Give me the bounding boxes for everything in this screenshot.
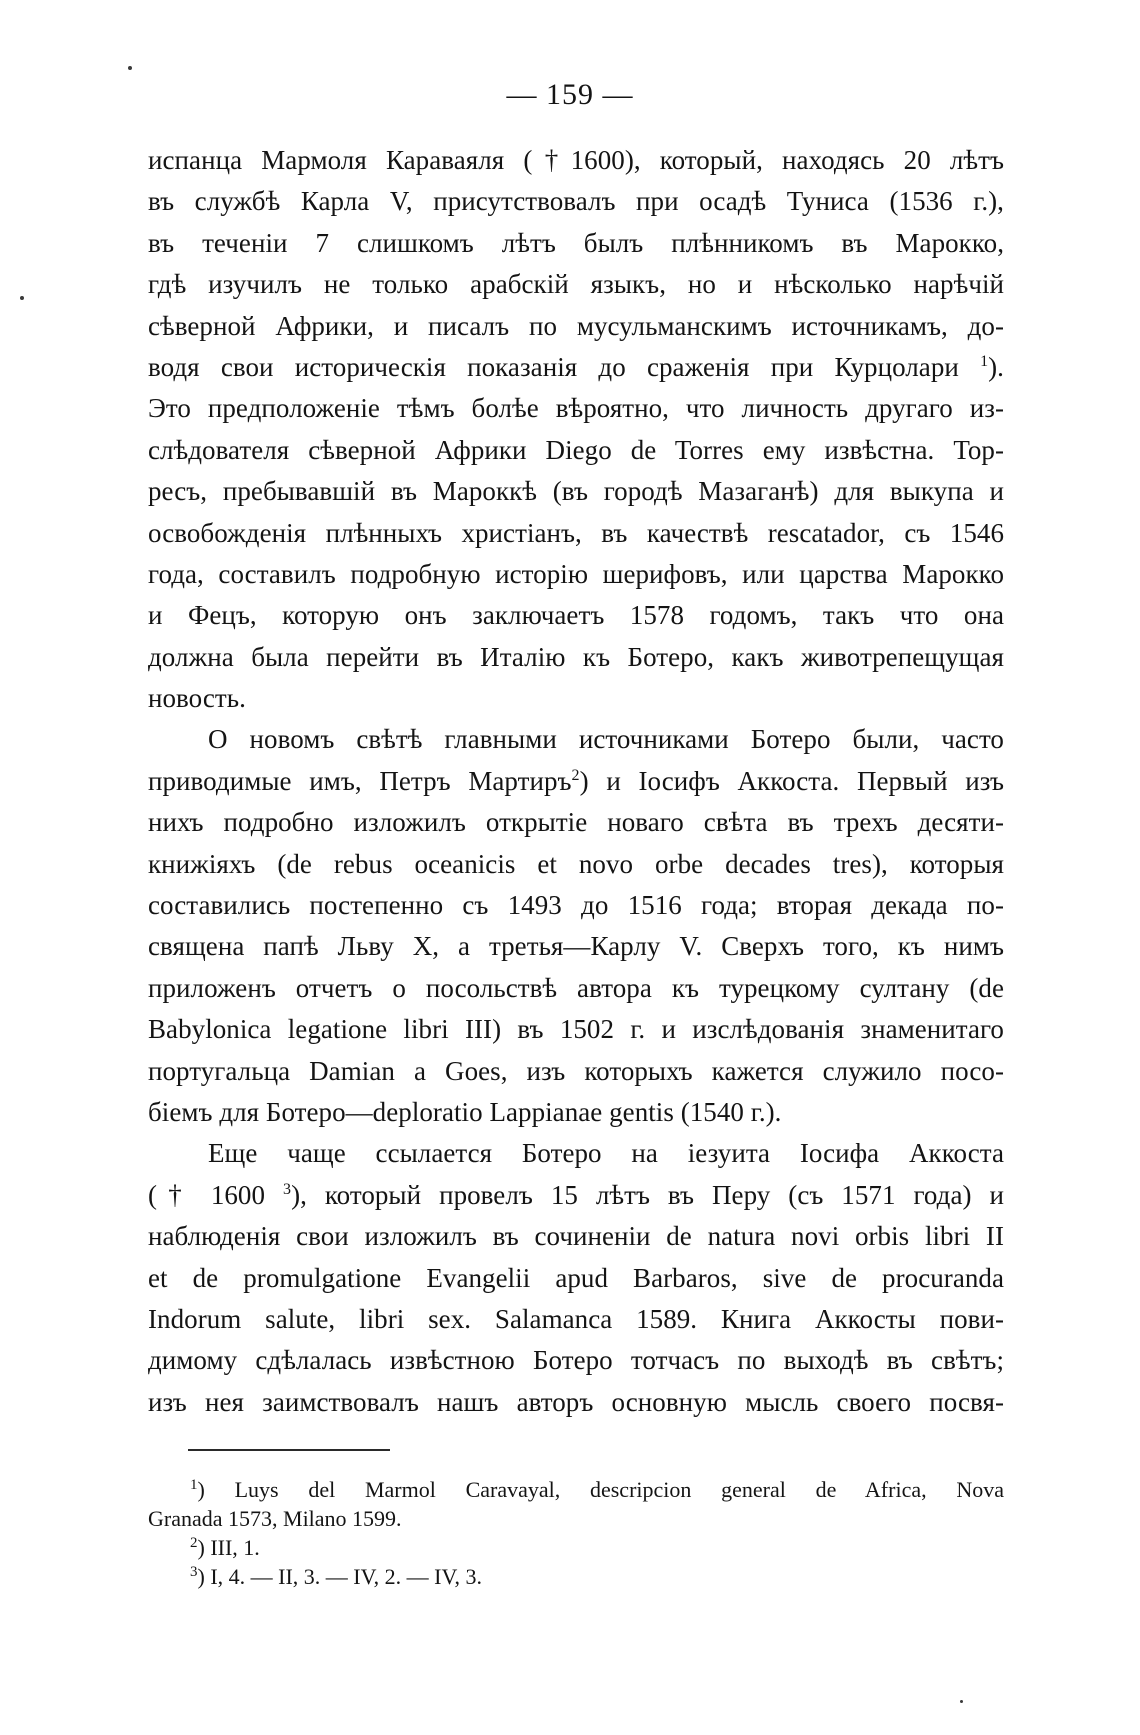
scan-speck: [128, 66, 132, 70]
body-text: [148, 140, 1004, 1423]
text-line: гдѣ изучилъ не только арабскій языкъ, но и нѣсколько нарѣчій: [148, 269, 1004, 300]
paragraph-1: [148, 140, 1004, 719]
text-line: года, составилъ подробную исторію шерифовъ, или царства Марокко: [148, 558, 1004, 589]
text-line: и Фецъ, которую онъ заключаетъ 1578 годомъ, такъ что она: [148, 600, 1004, 631]
text-line: et de promulgatione Evangelii apud Barbaros, sive de procuranda: [148, 1262, 1004, 1293]
paragraph-3: [148, 1133, 1004, 1423]
text-line: сѣверной Африки, и писалъ по мусульманскимъ источникамъ, до-: [148, 310, 1004, 341]
text-line: Это предположеніе тѣмъ болѣе вѣроятно, что личность другаго из-: [148, 393, 1004, 424]
footnote-mark: 3: [190, 1564, 198, 1581]
footnote-1-continued: Granada 1573, Milano 1599.: [148, 1506, 402, 1532]
footnotes: [148, 1475, 1004, 1591]
footnote-ref-3: 3: [283, 1180, 292, 1198]
text-line: [148, 347, 1004, 388]
text-line: новость.: [148, 683, 246, 714]
text-line: Babylonica legatione libri III) въ 1502 г. и изслѣдованія знаменитаго: [148, 1014, 1004, 1045]
text-segment: († 1600: [148, 1179, 266, 1210]
text-line: должна была перейти въ Италію къ Ботеро, какъ животрепещущая: [148, 641, 1004, 672]
text-line: нихъ подробно изложилъ открытіе новаго свѣта въ трехъ десяти-: [148, 807, 1004, 838]
text-line: португальца Damian a Goes, изъ которыхъ кажется служило посо-: [148, 1055, 1004, 1086]
footnote-mark: 1: [190, 1477, 198, 1494]
text-line: Indorum salute, libri sex. Salamanca 1589. Книга Аккосты пови-: [148, 1303, 1004, 1334]
scan-speck: [960, 1700, 963, 1703]
text-line: священа папѣ Льву X, а третья—Карлу V. Сверхъ того, къ нимъ: [148, 931, 1004, 962]
page-number: — 159 —: [506, 78, 634, 111]
footnote-text: ) I, 4. — II, 3. — IV, 2. — IV, 3.: [197, 1564, 483, 1590]
footnote-divider: [188, 1449, 390, 1451]
text-line: освобожденія плѣнныхъ христіанъ, въ качествѣ rescatador, съ 1546: [148, 517, 1004, 548]
text-line: въ теченіи 7 слишкомъ лѣтъ былъ плѣнникомъ въ Марокко,: [148, 227, 1004, 258]
text-line: слѣдователя сѣверной Африки Diego de Torres ему извѣстна. Тор-: [148, 434, 1004, 465]
footnote-3: [148, 1562, 1004, 1591]
text-line: біемъ для Ботеро—deploratio Lappianae gentis (1540 г.).: [148, 1096, 782, 1127]
text-segment: водя свои историческія показанія до сраженія при Курцолари: [148, 351, 959, 382]
text-line: испанца Мармоля Караваяля (†1600), который, находясь 20 лѣтъ: [148, 145, 1004, 175]
text-segment: и Іосифъ Аккоста. Первый изъ: [606, 765, 1005, 796]
footnote-ref-1: 1: [980, 352, 989, 370]
text-line: Еще чаще ссылается Ботеро на іезуита Іосифа Аккоста: [208, 1138, 1004, 1169]
text-segment: ), который провелъ 15 лѣтъ въ Перу (съ 1571 года) и: [291, 1179, 1004, 1210]
footnote-mark: 2: [190, 1535, 198, 1552]
footnote-1: [148, 1475, 1004, 1504]
text-line: въ службѣ Карла V, присутствовалъ при осадѣ Туниса (1536 г.),: [148, 186, 1004, 217]
footnote-text: ) III, 1.: [197, 1535, 260, 1561]
text-line: [148, 761, 1004, 802]
text-line: составились постепенно съ 1493 до 1516 года; вторая декада по-: [148, 890, 1004, 921]
text-segment: ): [579, 765, 607, 796]
text-line: книжіяхъ (de rebus oceanicis et novo orbe decades tres), которыя: [148, 848, 1004, 879]
text-line: наблюденія свои изложилъ въ сочиненіи de natura novi orbis libri II: [148, 1221, 1004, 1252]
text-line: изъ нея заимствовалъ нашъ авторъ основную мысль своего посвя-: [148, 1386, 1004, 1417]
text-line: приложенъ отчетъ о посольствѣ автора къ турецкому султану (de: [148, 972, 1004, 1003]
text-segment: приводимые имъ, Петръ Мартиръ: [148, 765, 572, 796]
text-line: ресъ, пребывавшій въ Мароккѣ (въ городѣ Мазаганѣ) для выкупа и: [148, 476, 1004, 507]
text-line: димому сдѣлалась извѣстною Ботеро тотчасъ по выходѣ въ свѣтъ;: [148, 1345, 1004, 1376]
footnote-text: ) Luys del Marmol Caravayal, descripcion general de Africa, Nova: [197, 1477, 1004, 1503]
text-line: О новомъ свѣтѣ главными источниками Ботеро были, часто: [208, 724, 1004, 755]
paragraph-2: [148, 719, 1004, 1133]
scan-speck: [20, 296, 24, 300]
footnote-2: [148, 1533, 1004, 1562]
footnote-ref-2: 2: [571, 766, 580, 784]
text-segment: ).: [988, 351, 1004, 382]
text-line: [148, 1175, 1004, 1216]
